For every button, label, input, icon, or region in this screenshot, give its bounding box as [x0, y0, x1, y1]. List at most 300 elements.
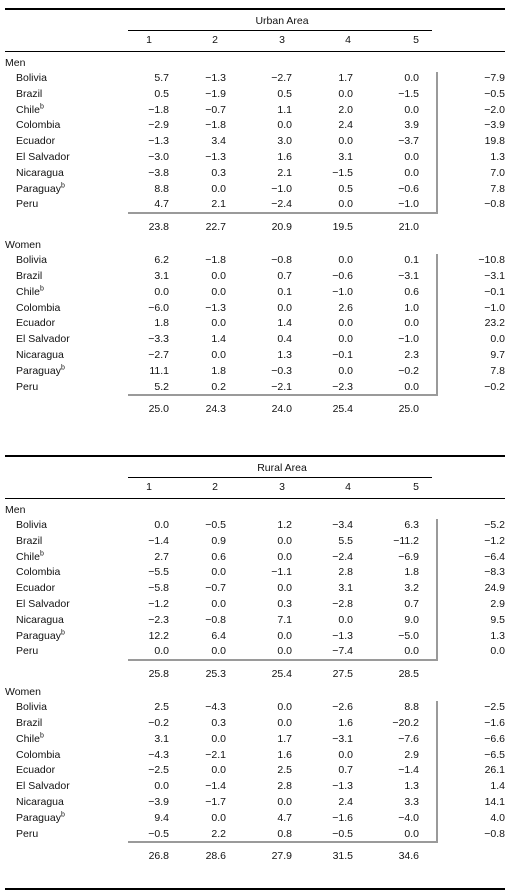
row-label — [16, 614, 64, 626]
row-label — [16, 630, 65, 642]
country-name: Brazil — [16, 534, 43, 547]
table-cell: −1.0 — [332, 285, 353, 298]
table-cell: −1.0 — [398, 333, 419, 346]
table-cell: 5.2 — [154, 380, 169, 393]
table-cell: 0.0 — [404, 151, 419, 163]
row-label — [16, 381, 38, 393]
table-cell: 0.0 — [211, 764, 226, 777]
table-cell: 7.1 — [277, 613, 292, 626]
table-cell: −1.6 — [332, 811, 353, 824]
table-cell: −1.3 — [205, 72, 226, 84]
country-name: Colombia — [16, 748, 61, 761]
country-name: Peru — [16, 380, 39, 393]
table-cell: 0.2 — [211, 380, 226, 393]
table-cell: 5.7 — [154, 72, 169, 84]
table-cell: 7.8 — [490, 364, 505, 377]
group-label: Women — [5, 239, 41, 252]
table-cell: 1.8 — [154, 317, 169, 330]
table-cell: 0.7 — [277, 270, 292, 282]
row-label — [16, 598, 70, 610]
row-label — [16, 333, 70, 345]
table-cell: −1.0 — [484, 301, 505, 314]
footnote-marker: b — [60, 182, 65, 190]
table-cell: 5.5 — [338, 534, 353, 547]
table-cell: 6.4 — [211, 629, 226, 642]
column-header: 5 — [413, 481, 419, 493]
table-cell: 0.7 — [404, 598, 419, 610]
total-cell: 25.8 — [148, 668, 169, 681]
table-cell: 1.4 — [211, 333, 226, 346]
country-name: Nicaragua — [16, 796, 64, 808]
country-name: El Salvador — [16, 598, 70, 610]
table-cell: −3.4 — [332, 519, 353, 531]
row-label — [16, 135, 55, 147]
table-cell: 2.8 — [338, 566, 353, 579]
table-cell: 0.0 — [277, 550, 292, 563]
table-cell: 0.0 — [404, 645, 419, 658]
table-cell: 8.8 — [154, 182, 169, 195]
table-cell: 0.3 — [211, 166, 226, 179]
table-cell: −1.5 — [398, 87, 419, 100]
total-cell: 25.4 — [332, 403, 353, 416]
country-name: Ecuador — [16, 764, 56, 777]
table-cell: 4.0 — [490, 811, 505, 824]
table-cell: −2.4 — [271, 198, 292, 211]
table-cell: −0.1 — [484, 285, 505, 298]
row-label — [16, 302, 60, 314]
table-cell: 8.8 — [404, 701, 419, 714]
total-cell: 28.6 — [205, 850, 226, 863]
row-label — [16, 286, 44, 298]
row-label — [16, 349, 64, 361]
table-cell: −0.8 — [271, 254, 292, 267]
table-cell: 0.0 — [490, 645, 505, 658]
table-cell: 0.0 — [338, 198, 353, 211]
table-cell: −0.8 — [205, 613, 226, 626]
country-name: Paraguay — [16, 629, 61, 642]
table-cell: 0.0 — [490, 333, 505, 346]
table-cell: 2.0 — [338, 103, 353, 116]
country-name: Chile — [16, 285, 40, 298]
table-cell: −2.9 — [148, 119, 169, 132]
table-cell: 0.0 — [277, 645, 292, 658]
table-cell: 6.2 — [154, 254, 169, 267]
block-right-bar — [436, 701, 438, 843]
total-cell: 25.0 — [398, 403, 419, 416]
column-header: 3 — [279, 34, 285, 46]
block-bottom-bar — [128, 212, 438, 214]
table-cell: −1.8 — [205, 254, 226, 267]
table-cell: −2.7 — [148, 349, 169, 361]
table-cell: −1.0 — [398, 198, 419, 211]
table-cell: −1.5 — [332, 166, 353, 179]
total-cell: 27.5 — [332, 668, 353, 681]
block-right-bar — [436, 254, 438, 396]
table-cell: 0.0 — [277, 701, 292, 714]
table-cell: −2.3 — [332, 380, 353, 393]
table-cell: −3.1 — [484, 270, 505, 282]
table-cell: 23.2 — [484, 317, 505, 330]
table-cell: −1.4 — [148, 534, 169, 547]
country-name: Nicaragua — [16, 349, 64, 361]
total-cell: 34.6 — [398, 850, 419, 863]
footnote-marker: b — [60, 364, 65, 372]
table-cell: 7.8 — [490, 182, 505, 195]
table-cell: 0.0 — [277, 796, 292, 808]
total-cell: 31.5 — [332, 850, 353, 863]
table-cell: 1.6 — [338, 717, 353, 729]
table-cell: 3.1 — [338, 582, 353, 595]
panel-title: Urban Area — [255, 15, 309, 27]
row-label — [16, 780, 70, 792]
table-cell: 12.2 — [148, 629, 169, 642]
table-cell: 0.0 — [404, 827, 419, 840]
row-label — [16, 551, 44, 563]
table-cell: −1.7 — [205, 796, 226, 808]
table-cell: 0.0 — [338, 364, 353, 377]
table-cell: −1.3 — [332, 629, 353, 642]
country-name: Paraguay — [16, 364, 61, 377]
table-cell: 2.3 — [404, 349, 419, 361]
row-label — [16, 733, 44, 745]
table-cell: 0.0 — [211, 270, 226, 282]
table-cell: 0.5 — [277, 87, 292, 100]
table-cell: −0.5 — [484, 87, 505, 100]
table-cell: −0.2 — [148, 717, 169, 729]
row-label — [16, 72, 47, 84]
table-cell: −1.4 — [205, 780, 226, 793]
row-label — [16, 151, 70, 163]
table-cell: −5.2 — [484, 519, 505, 531]
total-cell: 25.0 — [148, 403, 169, 416]
table-cell: 1.4 — [277, 317, 292, 330]
table-cell: −7.6 — [398, 732, 419, 745]
table-cell: 1.3 — [404, 780, 419, 793]
footnote-marker: b — [39, 103, 44, 111]
column-header: 4 — [345, 481, 351, 493]
table-cell: 0.0 — [277, 629, 292, 642]
table-bottom-rule — [5, 888, 505, 890]
table-cell: −7.9 — [484, 72, 505, 84]
table-cell: 24.9 — [484, 582, 505, 595]
country-name: Paraguay — [16, 811, 61, 824]
total-cell: 22.7 — [205, 221, 226, 234]
table-cell: 0.0 — [211, 566, 226, 579]
table-cell: −1.6 — [484, 717, 505, 729]
table-cell: 1.1 — [277, 103, 292, 116]
table-cell: −8.3 — [484, 566, 505, 579]
table-cell: 1.4 — [490, 780, 505, 793]
table-cell: −6.6 — [484, 732, 505, 745]
table-cell: 0.0 — [211, 317, 226, 330]
country-name: Chile — [16, 732, 40, 745]
table-cell: −0.6 — [398, 182, 419, 195]
table-cell: 3.4 — [211, 135, 226, 148]
table-cell: 1.8 — [404, 566, 419, 579]
table-cell: −0.2 — [484, 380, 505, 393]
table-cell: 0.3 — [277, 598, 292, 610]
country-name: Peru — [16, 198, 39, 211]
row-label — [16, 717, 42, 729]
table-cell: 3.2 — [404, 582, 419, 595]
table-cell: −2.4 — [332, 550, 353, 563]
row-label — [16, 254, 47, 266]
row-label — [16, 317, 55, 329]
row-label — [16, 198, 38, 210]
table-cell: 1.8 — [211, 364, 226, 377]
row-label — [16, 764, 55, 776]
table-cell: 3.1 — [154, 732, 169, 745]
table-cell: −6.5 — [484, 748, 505, 761]
table-cell: 2.2 — [211, 827, 226, 840]
table-cell: 1.3 — [490, 151, 505, 163]
table-cell: −2.7 — [271, 72, 292, 84]
country-name: Bolivia — [16, 72, 47, 84]
group-label: Women — [5, 686, 41, 699]
table-cell: 0.0 — [154, 645, 169, 658]
row-label — [16, 104, 44, 116]
spanner-rule — [128, 30, 432, 31]
table-cell: 0.0 — [404, 317, 419, 330]
table-cell: 0.0 — [211, 811, 226, 824]
table-cell: −6.0 — [148, 301, 169, 314]
table-cell: 0.6 — [404, 285, 419, 298]
total-cell: 24.0 — [271, 403, 292, 416]
country-name: Ecuador — [16, 135, 56, 148]
table-cell: 0.0 — [404, 380, 419, 393]
table-top-rule — [5, 455, 505, 457]
table-cell: −0.2 — [398, 364, 419, 377]
row-label — [16, 535, 42, 547]
table-cell: 0.9 — [211, 534, 226, 547]
table-cell: −0.5 — [205, 519, 226, 531]
total-cell: 23.8 — [148, 221, 169, 234]
column-header: 1 — [146, 34, 152, 46]
row-label — [16, 749, 60, 761]
row-label — [16, 270, 42, 282]
table-cell: 0.0 — [211, 645, 226, 658]
table-cell: −1.9 — [205, 87, 226, 100]
country-name: Nicaragua — [16, 166, 64, 179]
table-cell: 0.0 — [338, 613, 353, 626]
table-cell: −4.0 — [398, 811, 419, 824]
table-cell: −5.0 — [398, 629, 419, 642]
row-label — [16, 701, 47, 713]
table-cell: 2.7 — [154, 550, 169, 563]
table-cell: −0.7 — [205, 103, 226, 116]
country-name: Paraguay — [16, 182, 61, 195]
header-bottom-rule — [5, 51, 505, 52]
block-bottom-bar — [128, 841, 438, 843]
table-cell: 1.6 — [277, 748, 292, 761]
table-cell: 0.0 — [277, 534, 292, 547]
column-header: 2 — [212, 481, 218, 493]
table-cell: −1.8 — [205, 119, 226, 132]
table-cell: 0.0 — [338, 333, 353, 346]
table-cell: 0.0 — [211, 182, 226, 195]
block-right-bar — [436, 72, 438, 214]
table-cell: 0.4 — [277, 333, 292, 346]
row-label — [16, 519, 47, 531]
table-cell: −3.8 — [148, 166, 169, 179]
country-name: Bolivia — [16, 519, 47, 531]
table-cell: −3.1 — [398, 270, 419, 282]
table-cell: 0.7 — [338, 764, 353, 777]
row-label — [16, 828, 38, 840]
table-cell: 0.0 — [154, 519, 169, 531]
row-label — [16, 582, 55, 594]
table-cell: 0.0 — [338, 317, 353, 330]
total-cell: 25.4 — [271, 668, 292, 681]
table-cell: −2.1 — [205, 748, 226, 761]
table-cell: 6.3 — [404, 519, 419, 531]
table-cell: −2.5 — [148, 764, 169, 777]
table-cell: −0.8 — [484, 198, 505, 211]
row-label — [16, 88, 42, 100]
table-cell: 0.0 — [277, 119, 292, 132]
table-cell: −0.7 — [205, 582, 226, 595]
total-cell: 21.0 — [398, 221, 419, 234]
country-name: Ecuador — [16, 582, 56, 595]
total-cell: 19.5 — [332, 221, 353, 234]
table-cell: −1.3 — [205, 301, 226, 314]
table-cell: 2.9 — [490, 598, 505, 610]
table-cell: 3.1 — [154, 270, 169, 282]
table-cell: 2.8 — [277, 780, 292, 793]
table-cell: −1.8 — [148, 103, 169, 116]
footnote-marker: b — [39, 550, 44, 558]
table-cell: 0.0 — [404, 103, 419, 116]
table-cell: −3.9 — [148, 796, 169, 808]
table-cell: 0.0 — [154, 285, 169, 298]
table-cell: 0.1 — [277, 285, 292, 298]
table-cell: −6.9 — [398, 550, 419, 563]
total-cell: 20.9 — [271, 221, 292, 234]
table-cell: −20.2 — [392, 717, 419, 729]
country-name: Peru — [16, 827, 39, 840]
table-cell: 0.0 — [338, 254, 353, 267]
table-cell: −10.8 — [478, 254, 505, 267]
table-cell: 0.0 — [211, 349, 226, 361]
table-cell: −1.3 — [205, 151, 226, 163]
table-cell: −1.4 — [398, 764, 419, 777]
table-cell: −0.1 — [332, 349, 353, 361]
table-cell: 1.7 — [338, 72, 353, 84]
table-cell: −2.3 — [148, 613, 169, 626]
column-header: 3 — [279, 481, 285, 493]
table-cell: −0.5 — [332, 827, 353, 840]
table-cell: −2.5 — [484, 701, 505, 714]
table-cell: 0.1 — [404, 254, 419, 267]
table-cell: −4.3 — [205, 701, 226, 714]
total-cell: 25.3 — [205, 668, 226, 681]
table-cell: 0.0 — [154, 780, 169, 793]
table-cell: 2.1 — [277, 166, 292, 179]
table-cell: −0.8 — [484, 827, 505, 840]
table-cell: 4.7 — [277, 811, 292, 824]
table-cell: 0.6 — [211, 550, 226, 563]
table-cell: 14.1 — [484, 796, 505, 808]
table-cell: 3.0 — [277, 135, 292, 148]
total-cell: 26.8 — [148, 850, 169, 863]
table-cell: 0.0 — [404, 166, 419, 179]
table-cell: −2.1 — [271, 380, 292, 393]
row-label — [16, 119, 60, 131]
total-cell: 27.9 — [271, 850, 292, 863]
table-cell: −3.7 — [398, 135, 419, 148]
table-cell: 1.2 — [277, 519, 292, 531]
table-cell: −1.3 — [332, 780, 353, 793]
column-header: 1 — [146, 481, 152, 493]
table-cell: 1.3 — [490, 629, 505, 642]
table-cell: 11.1 — [149, 364, 169, 377]
table-cell: 2.5 — [277, 764, 292, 777]
table-cell: 9.5 — [490, 613, 505, 626]
table-cell: 26.1 — [484, 764, 505, 777]
spanner-rule — [128, 477, 432, 478]
table-cell: 1.6 — [277, 151, 292, 163]
table-cell: −3.9 — [484, 119, 505, 132]
table-cell: −1.2 — [484, 534, 505, 547]
table-cell: 9.4 — [154, 811, 169, 824]
table-cell: −1.2 — [148, 598, 169, 610]
country-name: Bolivia — [16, 254, 47, 267]
table-cell: 0.0 — [338, 748, 353, 761]
country-name: El Salvador — [16, 780, 70, 793]
row-label — [16, 167, 64, 179]
table-cell: 0.0 — [277, 582, 292, 595]
footnote-marker: b — [39, 732, 44, 740]
table-cell: −7.4 — [332, 645, 353, 658]
column-header: 5 — [413, 34, 419, 46]
country-name: Brazil — [16, 87, 43, 100]
country-name: Peru — [16, 645, 39, 658]
footnote-marker: b — [60, 811, 65, 819]
table-cell: 0.5 — [338, 182, 353, 195]
table-cell: 0.0 — [404, 72, 419, 84]
table-cell: 19.8 — [484, 135, 505, 148]
block-right-bar — [436, 519, 438, 661]
row-label — [16, 812, 65, 824]
table-cell: −6.4 — [484, 550, 505, 563]
country-name: El Salvador — [16, 151, 70, 163]
table-cell: 0.0 — [338, 135, 353, 148]
total-cell: 28.5 — [398, 668, 419, 681]
table-cell: 2.4 — [338, 119, 353, 132]
country-name: Chile — [16, 103, 40, 116]
table-cell: 2.1 — [211, 198, 226, 211]
table-cell: −0.3 — [271, 364, 292, 377]
block-bottom-bar — [128, 394, 438, 396]
table-cell: 2.6 — [338, 301, 353, 314]
block-bottom-bar — [128, 659, 438, 661]
table-cell: 3.3 — [404, 796, 419, 808]
table-cell: 0.3 — [211, 717, 226, 729]
footnote-marker: b — [60, 629, 65, 637]
group-label: Men — [5, 57, 26, 69]
column-header: 2 — [212, 34, 218, 46]
table-cell: −3.1 — [332, 732, 353, 745]
country-name: Colombia — [16, 119, 61, 132]
country-name: Colombia — [16, 301, 61, 314]
table-cell: −2.6 — [332, 701, 353, 714]
table-cell: −11.2 — [393, 534, 419, 547]
total-cell: 24.3 — [205, 403, 226, 416]
table-cell: 0.0 — [211, 598, 226, 610]
row-label — [16, 566, 60, 578]
country-name: El Salvador — [16, 333, 70, 346]
country-name: Nicaragua — [16, 613, 64, 626]
